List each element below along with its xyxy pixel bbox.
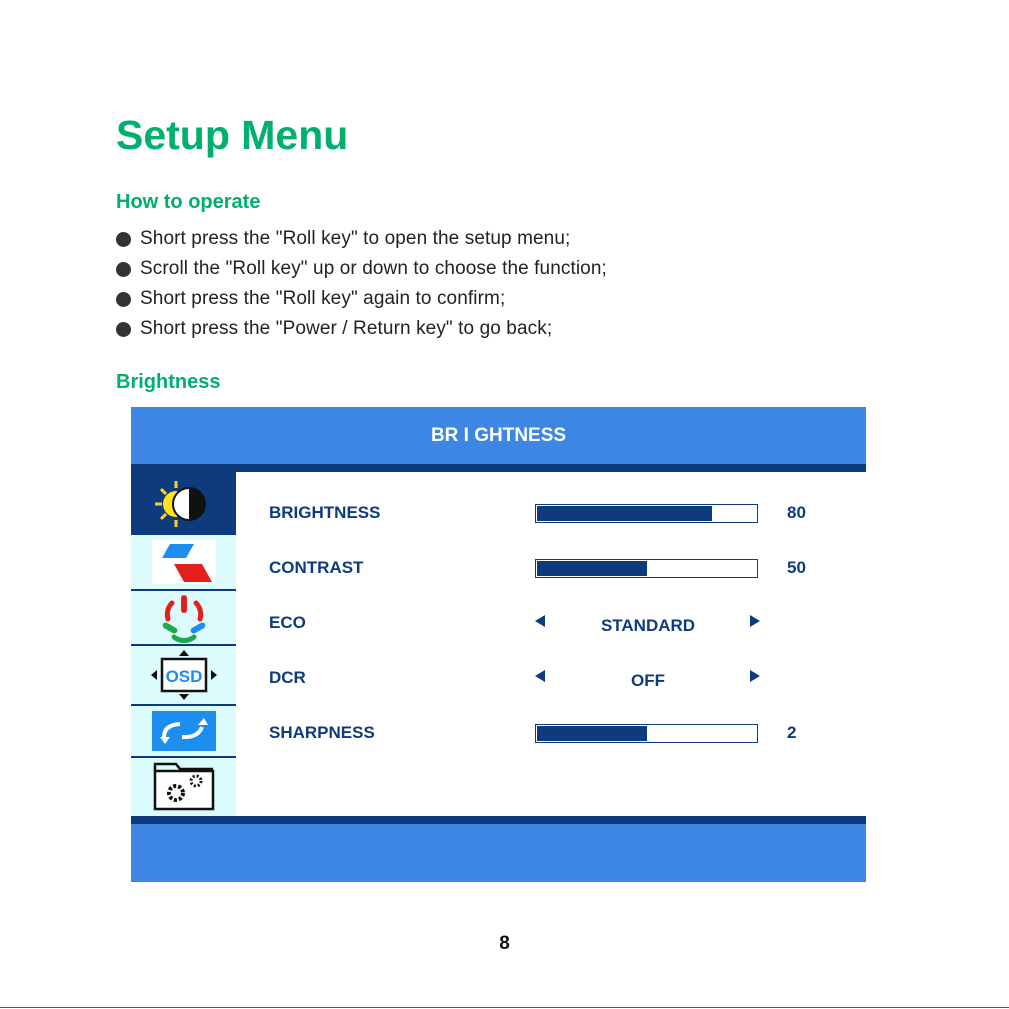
how-to-operate-heading: How to operate bbox=[116, 191, 261, 213]
left-arrow-icon[interactable] bbox=[535, 615, 545, 627]
brightness-slider[interactable] bbox=[535, 504, 758, 523]
osd-title: BR I GHTNESS bbox=[430, 424, 567, 446]
bottom-rule bbox=[0, 1007, 1009, 1008]
instruction-text: Short press the "Power / Return key" to go back; bbox=[140, 318, 553, 339]
menu-row-brightness[interactable] bbox=[269, 498, 829, 528]
right-arrow-icon[interactable] bbox=[750, 670, 760, 682]
instruction-item bbox=[116, 254, 607, 284]
dcr-option: OFF bbox=[631, 671, 665, 690]
brightness-value: 80 bbox=[787, 503, 806, 522]
osd-sidebar bbox=[131, 472, 236, 816]
bullet-icon bbox=[116, 262, 131, 277]
reset-icon bbox=[152, 711, 216, 751]
tab-rgb-adjust[interactable] bbox=[131, 591, 236, 644]
instruction-item bbox=[116, 224, 607, 254]
osd-divider bbox=[131, 816, 866, 824]
osd-divider bbox=[131, 464, 866, 472]
contrast-value: 50 bbox=[787, 558, 806, 577]
eco-option: STANDARD bbox=[600, 616, 696, 635]
sharpness-slider-fill bbox=[537, 726, 647, 741]
bullet-icon bbox=[116, 232, 131, 247]
brightness-section-heading: Brightness bbox=[116, 371, 221, 393]
bullet-icon bbox=[116, 322, 131, 337]
brightness-slider-fill bbox=[537, 506, 712, 521]
osd-position-icon bbox=[149, 648, 219, 702]
tab-brightness[interactable] bbox=[131, 472, 236, 535]
page-title: Setup Menu bbox=[116, 112, 349, 158]
instruction-item bbox=[116, 284, 607, 314]
instruction-text: Short press the "Roll key" again to confirm; bbox=[140, 288, 506, 309]
menu-row-eco[interactable] bbox=[269, 608, 829, 638]
dcr-label: DCR bbox=[269, 668, 306, 687]
osd-header bbox=[131, 407, 866, 464]
osd-footer bbox=[131, 824, 866, 882]
contrast-label: CONTRAST bbox=[269, 558, 364, 577]
color-icon bbox=[152, 540, 216, 584]
rgb-adjust-icon bbox=[156, 593, 212, 643]
brightness-icon bbox=[152, 479, 216, 529]
osd-body bbox=[131, 472, 866, 816]
contrast-slider-fill bbox=[537, 561, 647, 576]
eco-label: ECO bbox=[269, 613, 306, 632]
tab-settings[interactable] bbox=[131, 758, 236, 816]
menu-row-contrast[interactable] bbox=[269, 553, 829, 583]
sharpness-slider[interactable] bbox=[535, 724, 758, 743]
contrast-slider[interactable] bbox=[535, 559, 758, 578]
instruction-text: Short press the "Roll key" to open the setup menu; bbox=[140, 228, 571, 249]
bullet-icon bbox=[116, 292, 131, 307]
tab-osd-position[interactable] bbox=[131, 646, 236, 704]
instruction-item bbox=[116, 314, 607, 344]
page-number: 8 bbox=[499, 933, 510, 954]
tab-color[interactable] bbox=[131, 535, 236, 589]
instruction-list bbox=[116, 224, 607, 344]
sharpness-value: 2 bbox=[787, 723, 797, 742]
osd-menu-screenshot bbox=[131, 407, 866, 882]
tab-reset[interactable] bbox=[131, 706, 236, 756]
instruction-text: Scroll the "Roll key" up or down to choose the function; bbox=[140, 258, 607, 279]
svg-text:OSD: OSD bbox=[165, 667, 202, 686]
brightness-label: BRIGHTNESS bbox=[269, 503, 381, 522]
right-arrow-icon[interactable] bbox=[750, 615, 760, 627]
left-arrow-icon[interactable] bbox=[535, 670, 545, 682]
menu-row-sharpness[interactable] bbox=[269, 718, 829, 748]
sharpness-label: SHARPNESS bbox=[269, 723, 375, 742]
settings-folder-icon bbox=[152, 761, 216, 813]
menu-row-dcr[interactable] bbox=[269, 663, 829, 693]
